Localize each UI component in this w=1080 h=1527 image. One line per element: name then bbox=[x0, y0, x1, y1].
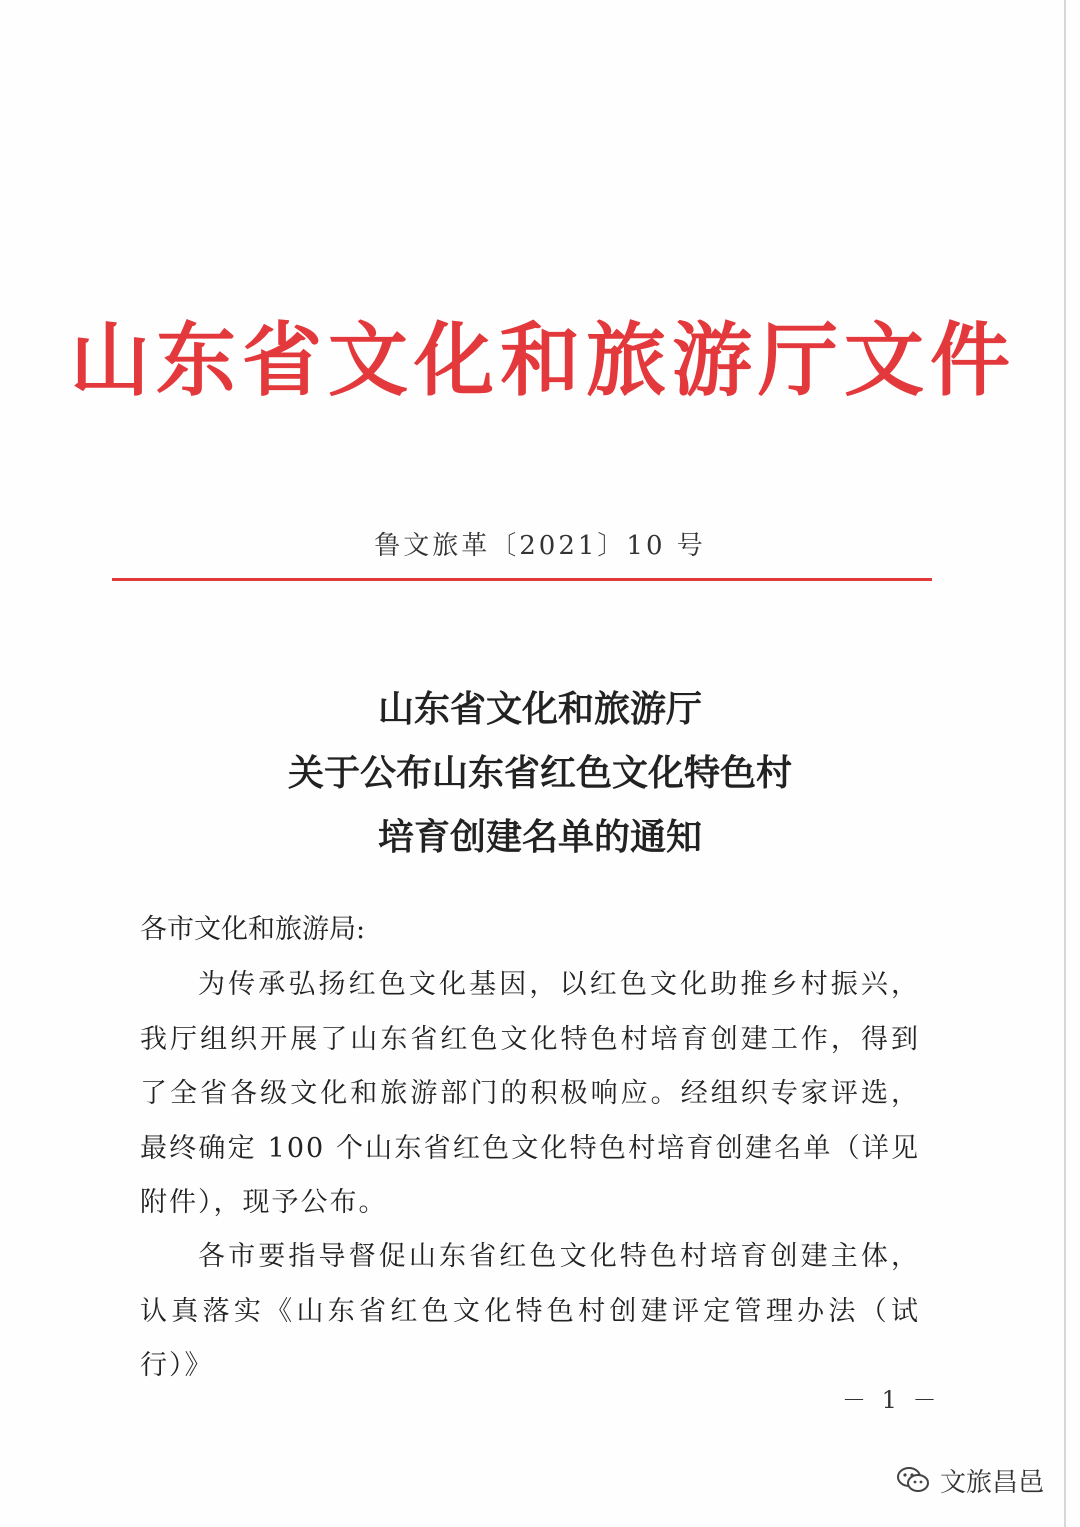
title-line-2: 关于公布山东省红色文化特色村 bbox=[287, 753, 792, 794]
title-line-3: 培育创建名单的通知 bbox=[377, 817, 702, 858]
page-number: － 1 － bbox=[842, 1386, 941, 1414]
body-paragraph-2: 各市要指导督促山东省红色文化特色村培育创建主体，认真落实《山东省红色文化特色村创建评定管理办法（试行）》 bbox=[140, 1241, 920, 1381]
document-number: 鲁文旅革〔2021〕10 号 bbox=[374, 531, 706, 561]
body-paragraph-1: 为传承弘扬红色文化基因，以红色文化助推乡村振兴，我厅组织开展了山东省红色文化特色村培育创建工作，得到了全省各级文化和旅游部门的积极响应。经组织专家评选，最终确定 100 个山东省红色文化特色村培育创建名单（详见附件），现予公布。 bbox=[140, 969, 920, 1218]
watermark bbox=[896, 1460, 1044, 1500]
salutation: 各市文化和旅游局: bbox=[140, 914, 366, 945]
notice-title bbox=[0, 678, 1080, 870]
red-divider bbox=[112, 578, 932, 581]
title-line-1: 山东省文化和旅游厅 bbox=[377, 689, 702, 730]
watermark-text: 文旅昌邑 bbox=[939, 1467, 1044, 1498]
wechat-icon bbox=[896, 1465, 930, 1495]
masthead-title: 山东省文化和旅游厅文件 bbox=[70, 313, 1016, 407]
